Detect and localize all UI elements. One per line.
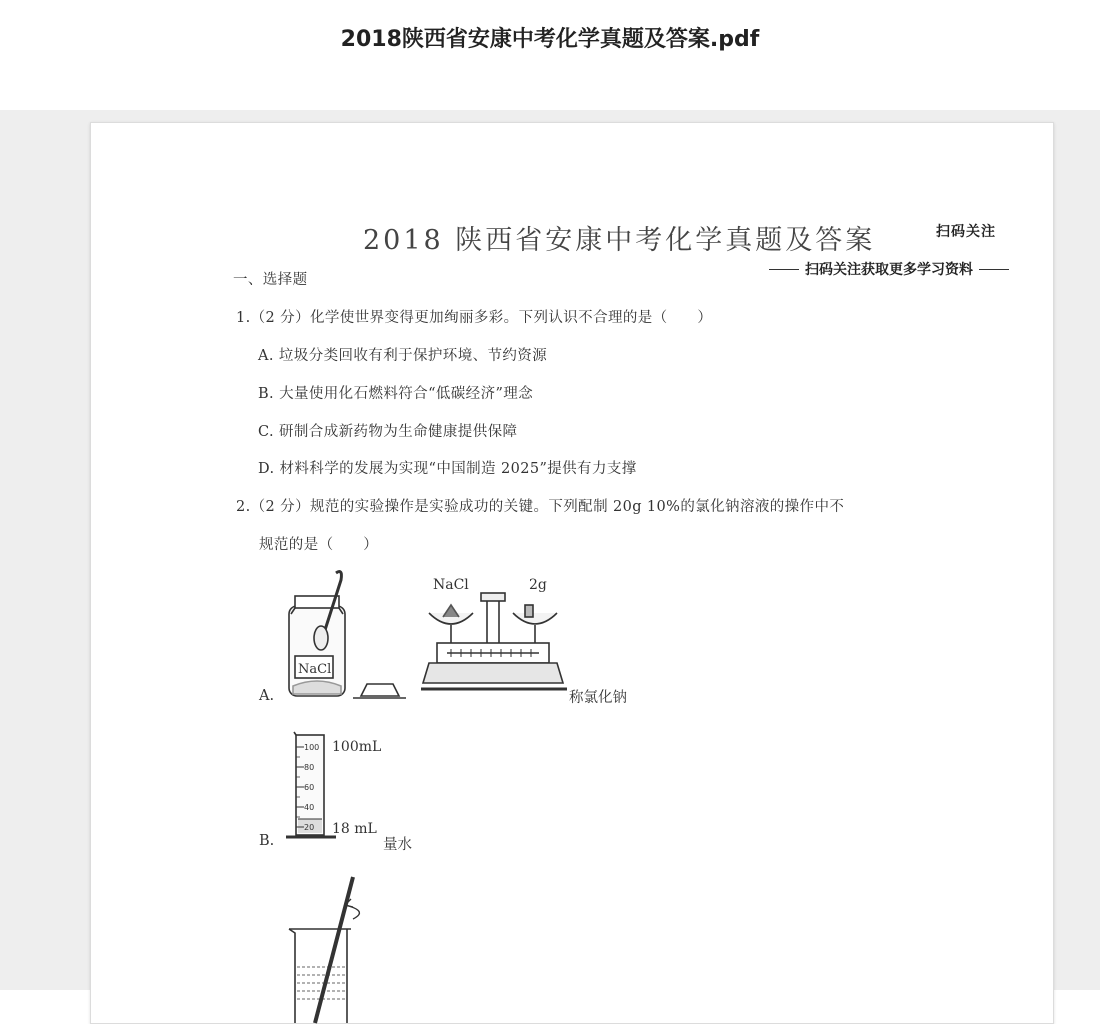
option-b-letter: B. xyxy=(259,833,275,849)
question-1-option-a: A. 垃圾分类回收有利于保护环境、节约资源 xyxy=(258,348,548,364)
question-1-option-d: D. 材料科学的发展为实现“中国制造 2025”提供有力支撑 xyxy=(258,461,637,477)
tick-label-40: 40 xyxy=(304,803,315,812)
balance-right-label: 2g xyxy=(529,577,547,593)
cylinder-reading-label: 18 mL xyxy=(332,821,377,837)
figure-a-reagent-bottle xyxy=(281,568,411,708)
section-heading: 一、选择题 xyxy=(233,272,308,288)
document-title: 2018陕西省安康中考化学真题及答案.pdf xyxy=(340,27,760,52)
tick-label-80: 80 xyxy=(304,763,315,772)
figure-c-beaker-stirring xyxy=(281,871,381,1023)
question-1-option-b: B. 大量使用化石燃料符合“低碳经济”理念 xyxy=(258,386,534,402)
question-1-option-c: C. 研制合成新药物为生命健康提供保障 xyxy=(258,424,518,440)
question-2-stem-line2: 规范的是（ ） xyxy=(259,537,379,553)
option-a-letter: A. xyxy=(259,688,275,704)
bottle-label-text: NaCl xyxy=(298,662,332,677)
qr-note xyxy=(763,259,1015,279)
qr-note-text: 扫码关注获取更多学习资料 xyxy=(805,262,973,278)
pdf-page xyxy=(90,122,1054,1024)
pdf-viewer[interactable] xyxy=(0,110,1100,990)
dash-right xyxy=(979,269,1009,270)
tick-label-100: 100 xyxy=(304,743,320,752)
dash-left xyxy=(769,269,799,270)
option-a-caption: 称氯化钠 xyxy=(569,690,627,706)
title-bar xyxy=(0,0,1100,110)
qr-corner-cut: 扫码关注 xyxy=(936,224,996,240)
question-2-stem-line1: 2.（2 分）规范的实验操作是实验成功的关键。下列配制 20g 10%的氯化钠溶液的操作中不 xyxy=(236,499,845,515)
tick-label-20: 20 xyxy=(304,823,315,832)
page-heading-cut: 2018 陕西省安康中考化学真题及答案 xyxy=(363,225,876,256)
question-1-stem: 1.（2 分）化学使世界变得更加绚丽多彩。下列认识不合理的是（ ） xyxy=(236,310,713,326)
balance-left-label: NaCl xyxy=(433,577,469,593)
option-b-caption: 量水 xyxy=(383,837,412,853)
tick-label-60: 60 xyxy=(304,783,315,792)
figure-a-balance xyxy=(421,571,571,711)
cylinder-capacity-label: 100mL xyxy=(332,739,382,755)
